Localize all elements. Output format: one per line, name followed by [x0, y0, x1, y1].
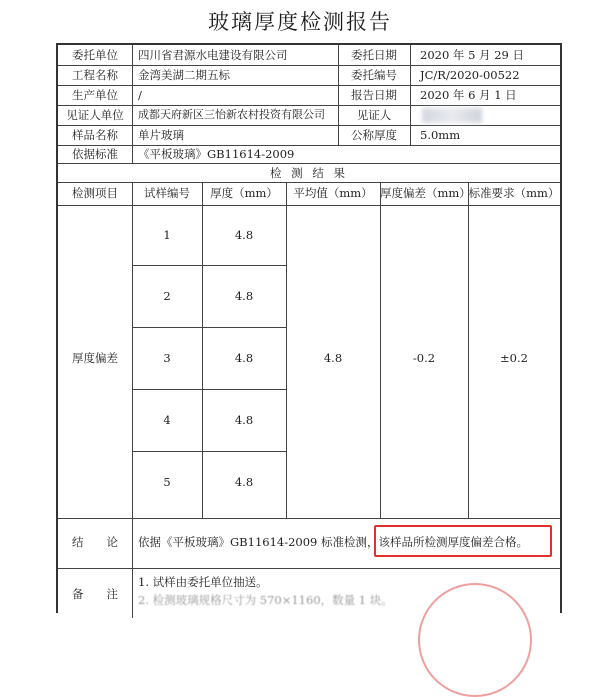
label-commission-date: 委托日期 — [351, 48, 397, 62]
requirement-value: ±0.2 — [500, 351, 528, 365]
conclusion-basis: 依据《平板玻璃》GB11614-2009 标准检测， — [138, 535, 379, 549]
sample-thickness: 4.8 — [234, 289, 254, 303]
value-commission-date: 2020 年 5 月 29 日 — [420, 48, 524, 62]
remarks-line-2: 2. 检测玻璃规格尺寸为 570×1160，数量 1 块。 — [138, 593, 393, 607]
sample-thickness: 4.8 — [234, 475, 254, 489]
label-report-date: 报告日期 — [351, 88, 397, 102]
label-standard: 依据标准 — [72, 147, 118, 161]
redacted-witness — [422, 108, 482, 123]
sample-no: 3 — [163, 351, 171, 365]
sample-no: 5 — [163, 475, 171, 489]
value-manufacturer: / — [138, 88, 142, 102]
value-sample-name: 单片玻璃 — [138, 128, 184, 142]
report-title: 玻璃厚度检测报告 — [208, 10, 392, 34]
sample-thickness: 4.8 — [234, 351, 254, 365]
value-project: 金湾美湖二期五标 — [138, 68, 230, 82]
average-value: 4.8 — [323, 351, 343, 365]
label-nominal-thickness: 公称厚度 — [351, 128, 397, 142]
label-project: 工程名称 — [72, 68, 118, 82]
sample-no: 2 — [163, 289, 171, 303]
col-requirement: 标准要求（mm） — [468, 186, 560, 200]
label-witness-unit: 见证人单位 — [66, 108, 124, 122]
value-witness-unit: 成都天府新区三怡新农村投资有限公司 — [138, 108, 325, 121]
conclusion-verdict: 该样品所检测厚度偏差合格。 — [378, 535, 529, 549]
value-standard: 《平板玻璃》GB11614-2009 — [138, 147, 295, 161]
highlight-box — [374, 525, 552, 557]
sample-thickness: 4.8 — [234, 228, 254, 242]
remarks-label: 备 注 — [72, 587, 118, 601]
test-item-label: 厚度偏差 — [72, 351, 118, 365]
col-deviation: 厚度偏差（mm） — [380, 186, 471, 200]
label-commission-no: 委托编号 — [351, 68, 397, 82]
value-commission-no: JC/R/2020-00522 — [420, 68, 520, 82]
remarks-line-1: 1. 试样由委托单位抽送。 — [138, 575, 268, 589]
label-witness: 见证人 — [356, 108, 392, 122]
col-sample-no: 试样编号 — [144, 186, 190, 200]
value-client: 四川省君源水电建设有限公司 — [138, 48, 288, 62]
conclusion-label: 结 论 — [72, 535, 118, 549]
label-client: 委托单位 — [72, 48, 118, 62]
value-report-date: 2020 年 6 月 1 日 — [420, 88, 517, 102]
label-manufacturer: 生产单位 — [72, 88, 118, 102]
results-heading: 检 测 结 果 — [270, 166, 348, 180]
col-thickness: 厚度（mm） — [210, 186, 278, 200]
sample-thickness: 4.8 — [234, 413, 254, 427]
deviation-value: -0.2 — [412, 351, 436, 365]
sample-no: 4 — [163, 413, 171, 427]
label-sample-name: 样品名称 — [72, 128, 118, 142]
value-nominal-thickness: 5.0mm — [420, 128, 461, 142]
official-seal — [418, 583, 532, 697]
col-average: 平均值（mm） — [293, 186, 373, 200]
col-test-item: 检测项目 — [72, 186, 118, 200]
report-table — [56, 43, 562, 613]
sample-no: 1 — [163, 228, 171, 242]
